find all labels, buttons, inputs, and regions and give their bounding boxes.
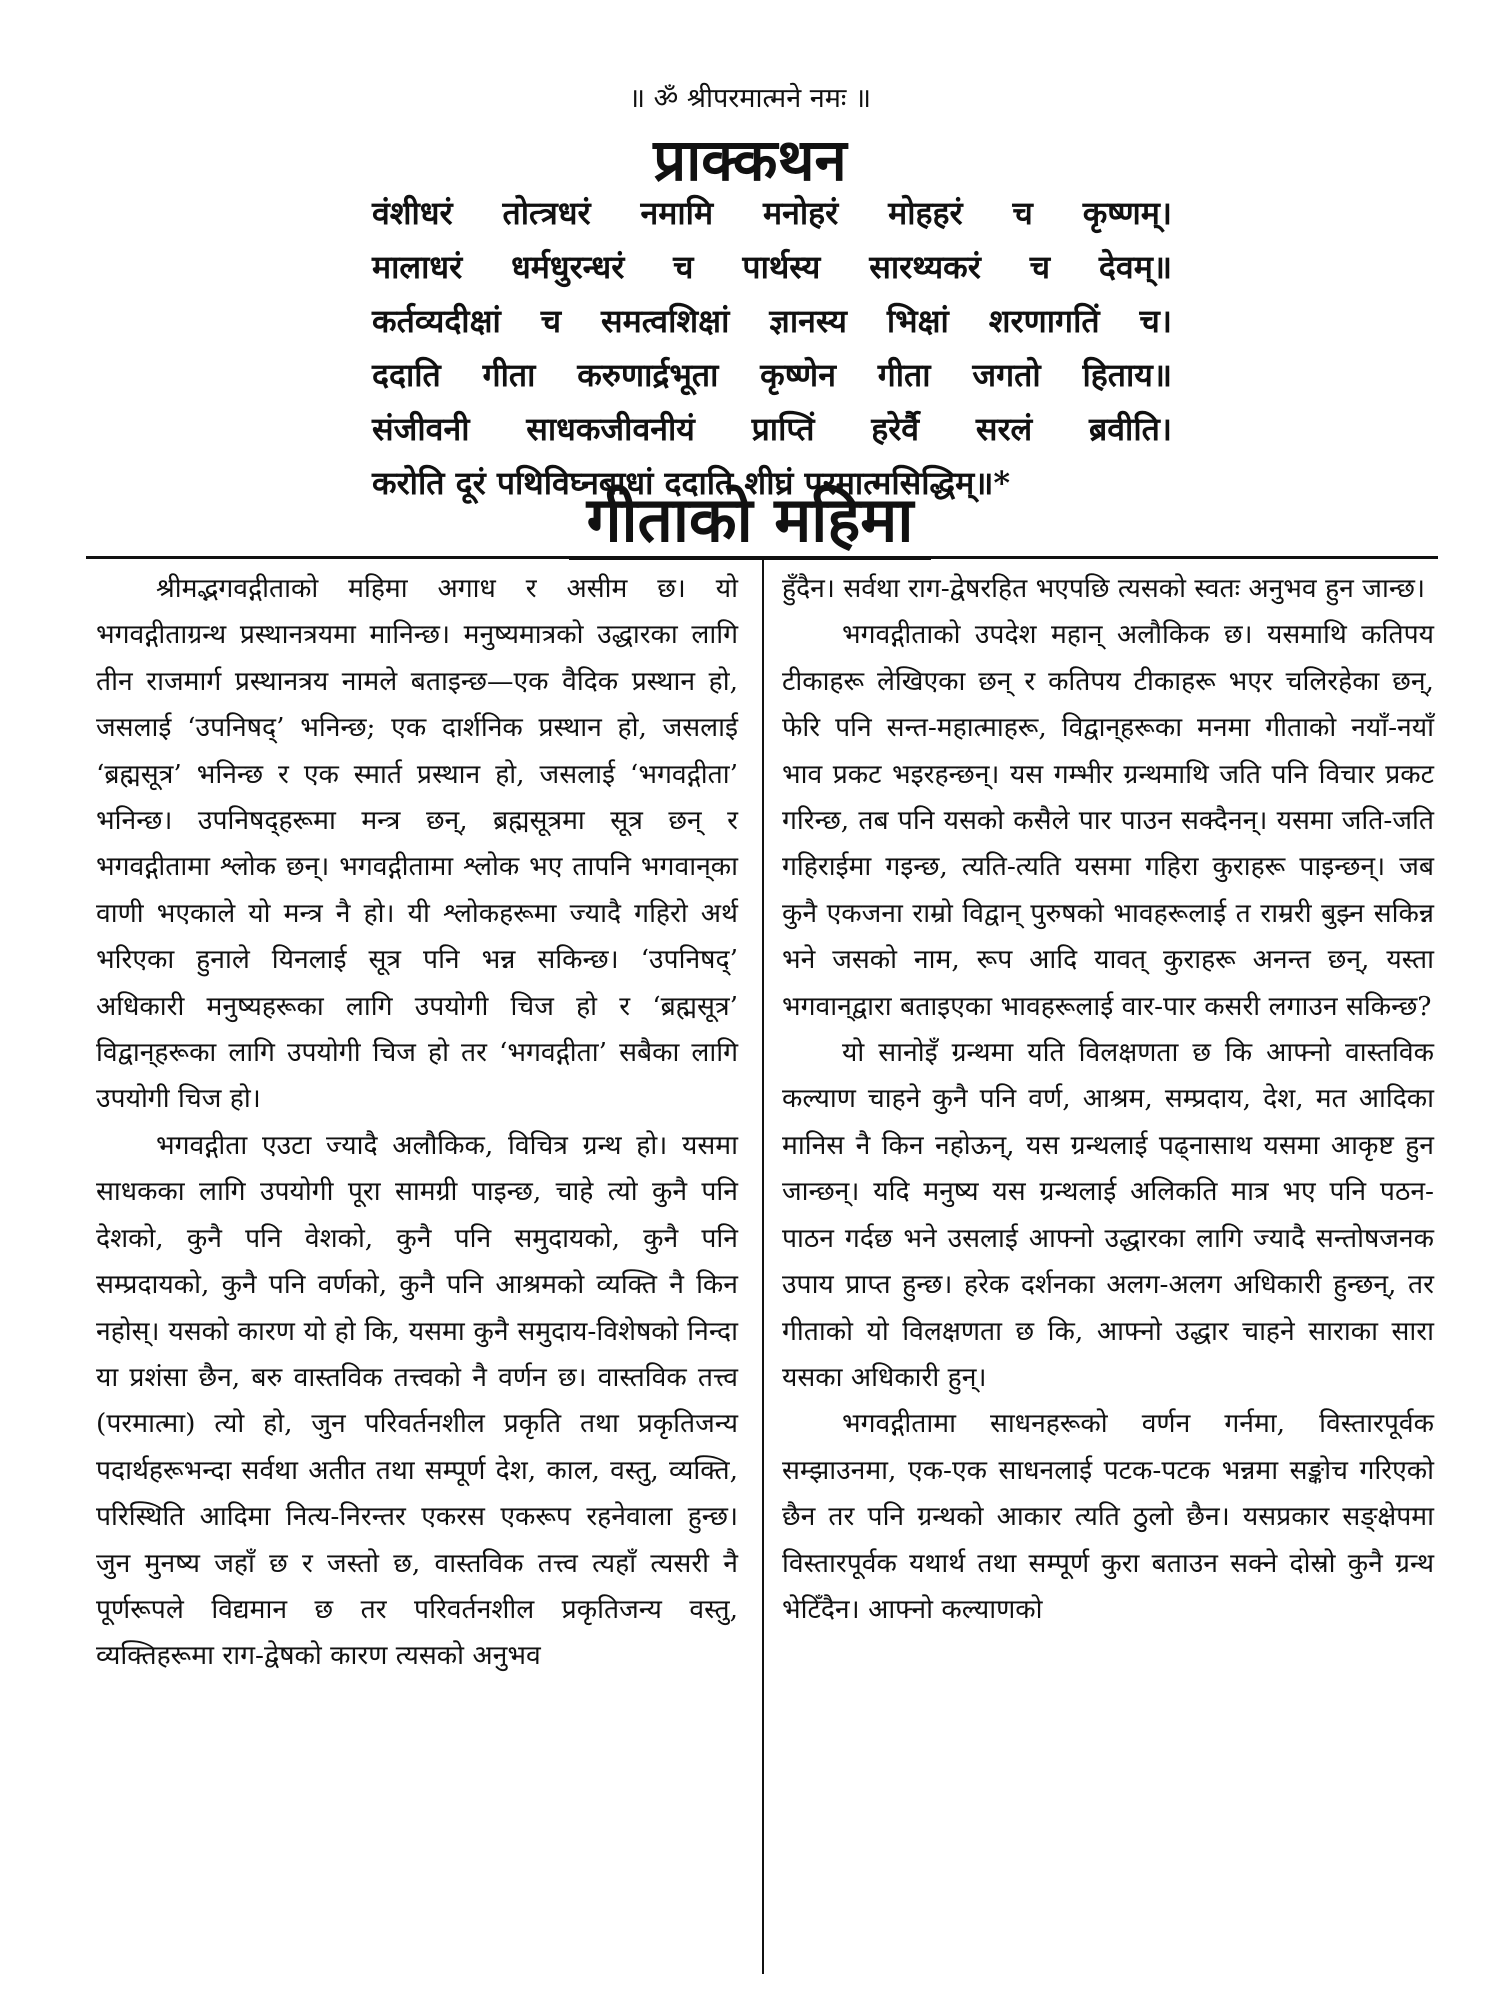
paragraph: हुँदैन। सर्वथा राग-द्वेषरहित भएपछि त्यसको स्वतः अनुभव हुन जान्छ। bbox=[782, 573, 1426, 604]
verse-block bbox=[372, 186, 1172, 510]
verse-line: करोति दूरं पथिविघ्नबाधां ददाति शीघ्रं परमात्मसिद्धिम्॥* bbox=[372, 464, 1011, 502]
left-column bbox=[96, 566, 738, 1680]
column-divider bbox=[762, 556, 764, 1974]
verse-line: मालाधरं धर्मधुरन्धरं च पार्थस्य सारथ्यकरं च देवम्॥ bbox=[372, 248, 1172, 286]
paragraph: भगवद्गीतामा साधनहरूको वर्णन गर्नमा, विस्तारपूर्वक सम्झाउनमा, एक-एक साधनलाई पटक-पटक भन्नमा सङ्कोच गरिएको छैन तर पनि ग्रन्थको आकार त्यति ठुलो छैन। यसप्रकार सङ्क्षेपमा विस्तारपूर्वक यथार्थ तथा सम्पूर्ण कुरा बताउन सक्ने दोस्रो कुनै ग्रन्थ भेटिँदैन। आफ्नो कल्याणको bbox=[782, 1408, 1434, 1625]
invocation-line: ॥ ॐ श्रीपरमात्मने नमः ॥ bbox=[628, 83, 872, 114]
verse-line: ददाति गीता करुणार्द्रभूता कृष्णेन गीता जगतो हिताय॥ bbox=[372, 356, 1172, 394]
section-heading-text: गीताको महिमा bbox=[569, 483, 932, 560]
paragraph: भगवद्गीताको उपदेश महान् अलौकिक छ। यसमाथि कतिपय टीकाहरू लेखिएका छन् र कतिपय टीकाहरू भएर चलिरहेका छन्, फेरि पनि सन्त-महात्माहरू, विद्वान्‌हरूका मनमा गीताको नयाँ-नयाँ भाव प्रकट भइरहन्छन्। यस गम्भीर ग्रन्थमाथि जति पनि विचार प्रकट गरिन्छ, तब पनि यसको कसैले पार पाउन सक्दैनन्। यसमा जति-जति गहिराईमा गइन्छ, त्यति-त्यति यसमा गहिरा कुराहरू पाइन्छन्। जब कुनै एकजना राम्रो विद्वान् पुरुषको भावहरूलाई त राम्ररी बुझ्न सकिन्न भने जसको नाम, रूप आदि यावत् कुराहरू अनन्त छन्, यस्ता भगवान्‌द्वारा बताइएका भावहरूलाई वार-पार कसरी लगाउन सकिन्छ? bbox=[782, 619, 1434, 1022]
page-title: प्राक्कथन bbox=[653, 126, 847, 194]
section-heading bbox=[0, 476, 1500, 560]
paragraph: श्रीमद्भगवद्गीताको महिमा अगाध र असीम छ। यो भगवद्गीताग्रन्थ प्रस्थानत्रयमा मानिन्छ। मनुष्यमात्रको उद्धारका लागि तीन राजमार्ग प्रस्थानत्रय नामले बताइन्छ—एक वैदिक प्रस्थान हो, जसलाई ‘उपनिषद्’ भनिन्छ; एक दार्शनिक प्रस्थान हो, जसलाई ‘ब्रह्मसूत्र’ भनिन्छ र एक स्मार्त प्रस्थान हो, जसलाई ‘भगवद्गीता’ भनिन्छ। उपनिषद्हरूमा मन्त्र छन्, ब्रह्मसूत्रमा सूत्र छन् र भगवद्गीतामा श्लोक छन्। भगवद्गीतामा श्लोक भए तापनि भगवान्‌का वाणी भएकाले यो मन्त्र नै हो। यी श्लोकहरूमा ज्यादै गहिरो अर्थ भरिएका हुनाले यिनलाई सूत्र पनि भन्न सकिन्छ। ‘उपनिषद्’ अधिकारी मनुष्यहरूका लागि उपयोगी चिज हो र ‘ब्रह्मसूत्र’ विद्वान्‌हरूका लागि उपयोगी चिज हो तर ‘भगवद्गीता’ सबैका लागि उपयोगी चिज हो। bbox=[96, 573, 738, 1115]
verse-line: कर्तव्यदीक्षां च समत्वशिक्षां ज्ञानस्य भिक्षां शरणागतिं च। bbox=[372, 302, 1172, 340]
paragraph: भगवद्गीता एउटा ज्यादै अलौकिक, विचित्र ग्रन्थ हो। यसमा साधकका लागि उपयोगी पूरा सामग्री पाइन्छ, चाहे त्यो कुनै पनि देशको, कुनै पनि वेशको, कुनै पनि समुदायको, कुनै पनि सम्प्रदायको, कुनै पनि वर्णको, कुनै पनि आश्रमको व्यक्ति नै किन नहोस्। यसको कारण यो हो कि, यसमा कुनै समुदाय-विशेषको निन्दा या प्रशंसा छैन, बरु वास्तविक तत्त्वको नै वर्णन छ। वास्तविक तत्त्व (परमात्मा) त्यो हो, जुन परिवर्तनशील प्रकृति तथा प्रकृतिजन्य पदार्थहरूभन्दा सर्वथा अतीत तथा सम्पूर्ण देश, काल, वस्तु, व्यक्ति, परिस्थिति आदिमा नित्य-निरन्तर एकरस एकरूप रहनेवाला हुन्छ। जुन मुनष्य जहाँ छ र जस्तो छ, वास्तविक तत्त्व त्यहाँ त्यसरी नै पूर्णरूपले विद्यमान छ तर परिवर्तनशील प्रकृतिजन्य वस्तु, व्यक्तिहरूमा राग-द्वेषको कारण त्यसको अनुभव bbox=[96, 1129, 738, 1672]
verse-line: वंशीधरं तोत्त्रधरं नमामि मनोहरं मोहहरं च कृष्णम्। bbox=[372, 194, 1172, 232]
paragraph: यो सानोइँ ग्रन्थमा यति विलक्षणता छ कि आफ्नो वास्तविक कल्याण चाहने कुनै पनि वर्ण, आश्रम, सम्प्रदाय, देश, मत आदिका मानिस नै किन नहोऊन्, यस ग्रन्थलाई पढ्नासाथ यसमा आकृष्ट हुन जान्छन्। यदि मनुष्य यस ग्रन्थलाई अलिकति मात्र भए पनि पठन-पाठन गर्दछ भने उसलाई आफ्नो उद्धारका लागि ज्यादै सन्तोषजनक उपाय प्राप्त हुन्छ। हरेक दर्शनका अलग-अलग अधिकारी हुन्छन्, तर गीताको यो विलक्षणता छ कि, आफ्नो उद्धार चाहने साराका सारा यसका अधिकारी हुन्। bbox=[782, 1037, 1434, 1393]
right-column bbox=[782, 566, 1434, 1633]
verse-line: संजीवनी साधकजीवनीयं प्राप्तिं हरेर्वै सरलं ब्रवीति। bbox=[372, 410, 1172, 448]
